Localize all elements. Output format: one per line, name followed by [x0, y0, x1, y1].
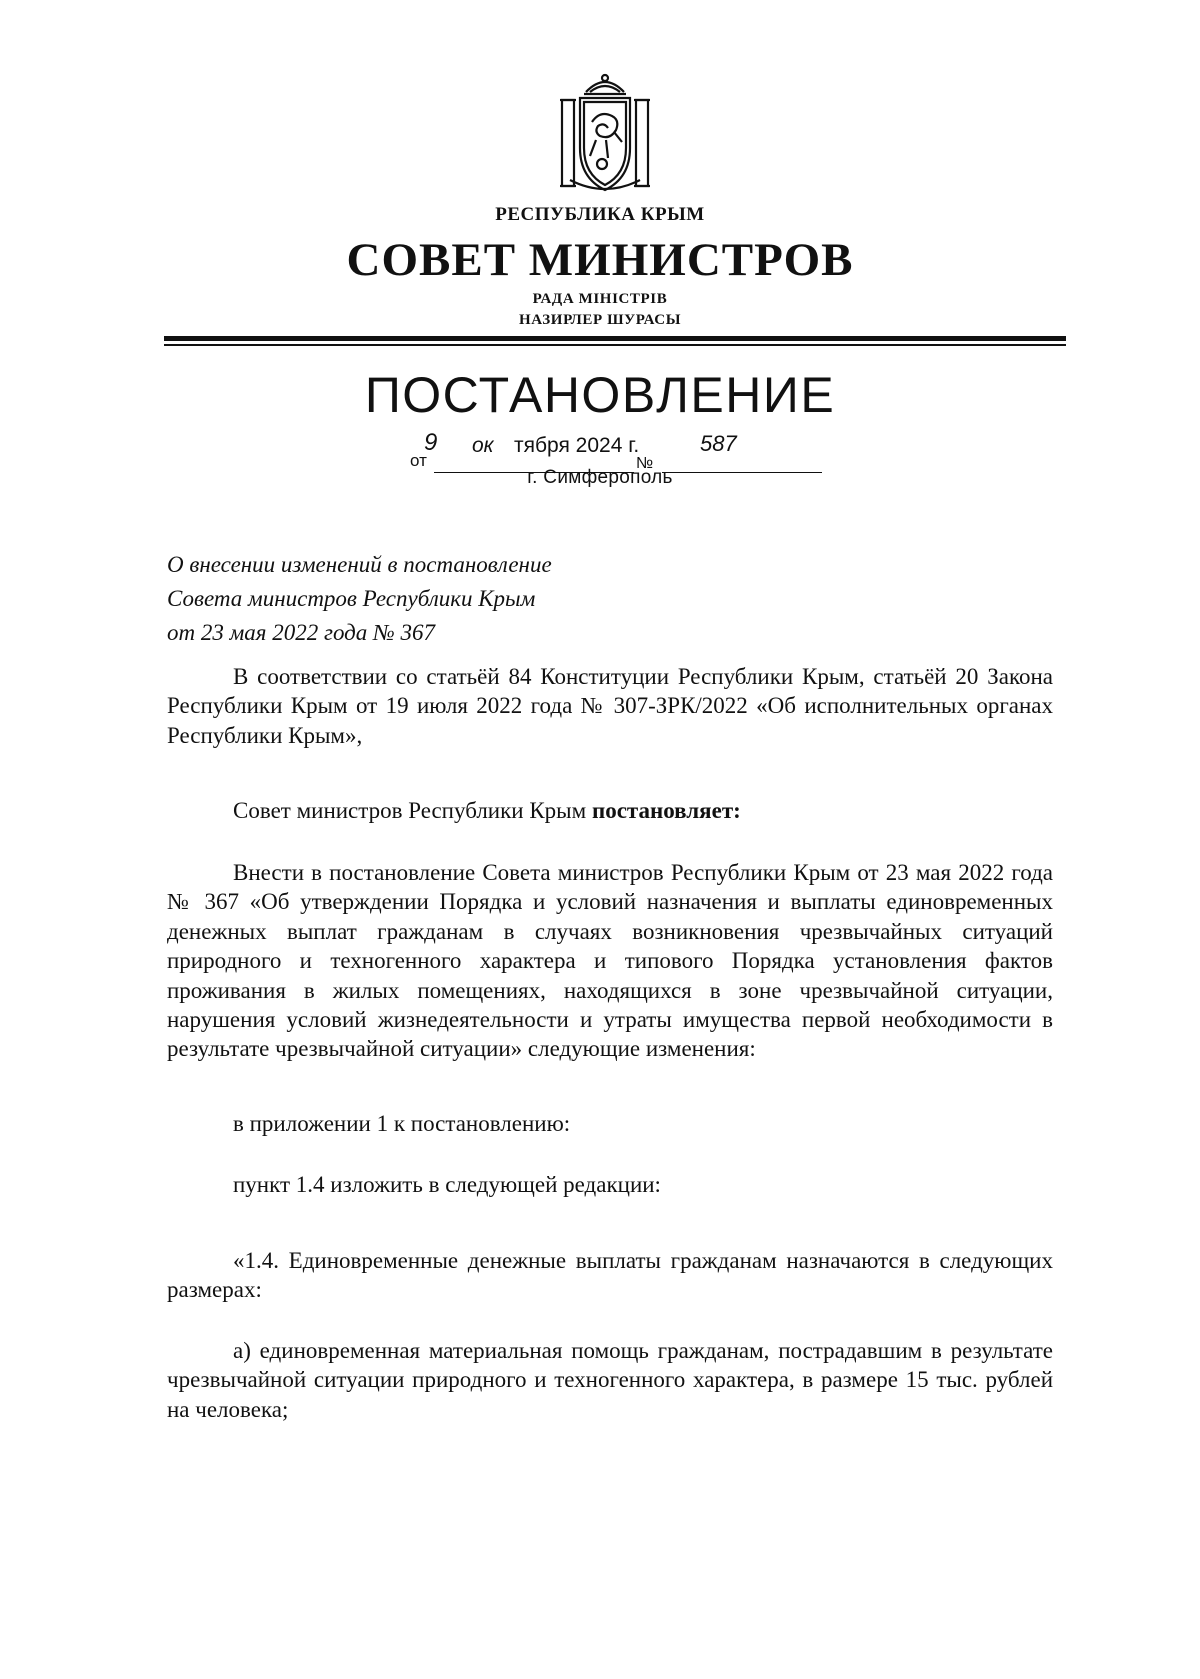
republic-name: РЕСПУБЛИКА КРЫМ	[495, 204, 705, 225]
header-divider-thick	[164, 336, 1066, 341]
resolves-paragraph	[167, 796, 1053, 825]
item-1-4-paragraph: «1.4. Единовременные денежные выплаты гражданам назначаются в следующих размерах:	[167, 1248, 1053, 1303]
date-prefix: от	[410, 451, 427, 470]
resolves-keyword: постановляет:	[591, 798, 741, 823]
handwritten-number: 587	[700, 431, 737, 456]
preamble-paragraph: В соответствии со статьёй 84 Конституции Республики Крым, статьёй 20 Закона Республики Крым от 19 июля 2022 года № 307-ЗРК/2022 «Об исполнительных органах Республики Крым»,	[167, 664, 1053, 748]
number-label: №	[636, 455, 654, 472]
handwritten-month-start: ок	[472, 434, 494, 457]
appendix-paragraph: в приложении 1 к постановлению:	[233, 1111, 571, 1136]
resolves-text: Совет министров Республики Крым	[233, 798, 592, 823]
document-type-title: ПОСТАНОВЛЕНИЕ	[364, 367, 836, 423]
subject-line-1: О внесении изменений в постановление	[167, 552, 552, 577]
item-intro-paragraph: пункт 1.4 изложить в следующей редакции:	[233, 1172, 661, 1197]
handwritten-day: 9	[424, 429, 438, 456]
coat-of-arms-icon	[556, 70, 654, 198]
council-title-crimean-tatar: НАЗИРЛЕР ШУРАСЫ	[518, 312, 682, 328]
item-a-paragraph: а) единовременная материальная помощь гражданам, пострадавшим в результате чрезвычайной ситуации природного и техногенного характера, в размере 15 тыс. рублей на человека;	[167, 1338, 1053, 1422]
council-title-ukrainian: РАДА МІНІСТРІВ	[532, 291, 668, 307]
subject-line-2: Совета министров Республики Крым	[167, 586, 536, 611]
document-subject	[167, 548, 767, 650]
city-name: г. Симферополь	[527, 467, 673, 488]
subject-line-3: от 23 мая 2022 года № 367	[167, 620, 435, 645]
header-divider-thin	[164, 344, 1066, 346]
date-text: тября 2024 г.	[514, 434, 640, 457]
council-title: СОВЕТ МИНИСТРОВ	[346, 234, 854, 286]
main-amendment-paragraph: Внести в постановление Совета министров Республики Крым от 23 мая 2022 года № 367 «Об утверждении Порядка и условий назначения и выплаты единовременных денежных выплат гражданам в случаях возникновения чрезвычайных ситуаций природного и техногенного характера и типового Порядка установления фактов проживания в жилых помещениях, находящихся в зоне чрезвычайной ситуации, нарушения условий жизнедеятельности и утраты имущества первой необходимости в результате чрезвычайной ситуации» следующие изменения:	[167, 860, 1053, 1062]
